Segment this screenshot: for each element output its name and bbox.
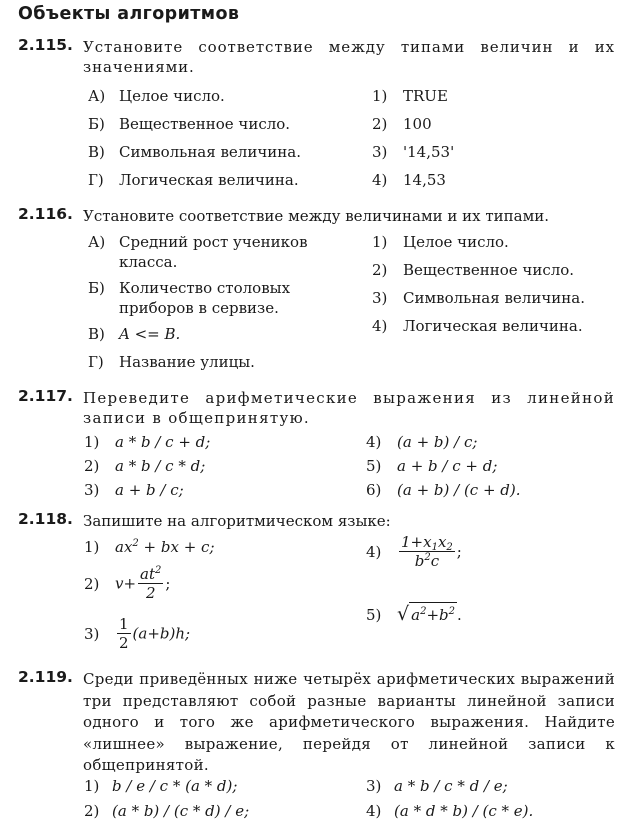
list-item: 1) b / e / c * (a * d); xyxy=(84,777,238,795)
exercise-number: 2.115. xyxy=(18,36,73,54)
formula-item: 2) v+ $\frac{at^2}{2}$ ; xyxy=(84,565,171,602)
fraction: $\frac{1+x_1x_2}{b^2c}$ xyxy=(401,533,453,570)
formula-item: 5) √ $a^2+b^2$ . xyxy=(366,603,462,625)
list-item: 3) '14,53' xyxy=(372,143,455,161)
list-item: Г) Логическая величина. xyxy=(88,171,299,189)
list-item: 1) Целое число. xyxy=(372,233,509,251)
list-item: 5) a + b / c + d; xyxy=(366,457,498,475)
list-item: 6) (a + b) / (c + d). xyxy=(366,481,521,499)
square-root: √ $a^2+b^2$ xyxy=(397,603,455,625)
exercise-number: 2.118. xyxy=(18,510,73,528)
exercise-text: Переведите арифметические выражения из линейной записи в общепринятую. xyxy=(83,389,615,427)
list-item: А) Средний рост учеников класса. xyxy=(88,233,308,271)
list-item: 1) a * b / c + d; xyxy=(84,433,211,451)
exercise-text: Установите соответствие между величинами и их типами. xyxy=(83,207,550,225)
list-item: 4) 14,53 xyxy=(372,171,446,189)
formula-item: 4) $\frac{1+x_1x_2}{b^2c}$ ; xyxy=(366,533,462,570)
list-item: Г) Название улицы. xyxy=(88,353,255,371)
exercise-text: Среди приведённых ниже четырёх арифметических выражений три представляют собой разные варианты линейной записи одного и того же арифметического выражения. Найдите «лишнее» выражение, перейдя от линейной записи к общепринятой. xyxy=(83,670,615,774)
list-item: 2) a * b / c * d; xyxy=(84,457,206,475)
list-item: 3) Символьная величина. xyxy=(372,289,585,307)
list-item: 3) a * b / c * d / e; xyxy=(366,777,508,795)
list-item: В) Символьная величина. xyxy=(88,143,301,161)
fraction: $\frac{at^2}{2}$ xyxy=(140,565,162,602)
section-heading: Объекты алгоритмов xyxy=(18,4,240,24)
list-item: 3) a + b / c; xyxy=(84,481,184,499)
formula-item: 1) $ax^2$ + bx + c; xyxy=(84,538,215,556)
exercise-number: 2.119. xyxy=(18,668,73,686)
list-item: 2) Вещественное число. xyxy=(372,261,575,279)
list-item: 4) (a * d * b) / (c * e). xyxy=(366,802,534,820)
list-item: Б) Вещественное число. xyxy=(88,115,291,133)
list-item: 2) 100 xyxy=(372,115,432,133)
exercise-number: 2.117. xyxy=(18,387,73,405)
list-item: В) A <= B. xyxy=(88,325,181,343)
exercise-number: 2.116. xyxy=(18,205,73,223)
exercise-text: Запишите на алгоритмическом языке: xyxy=(83,512,391,530)
list-item: 2) (a * b) / (c * d) / e; xyxy=(84,802,250,820)
list-item: А) Целое число. xyxy=(88,87,225,105)
list-item: Б) Количество столовых приборов в сервизе. xyxy=(88,279,291,317)
fraction: $\frac{1}{2}$ xyxy=(119,615,129,652)
formula-item: 3) $\frac{1}{2}$ (a+b)h; xyxy=(84,615,191,652)
list-item: 4) (a + b) / c; xyxy=(366,433,478,451)
list-item: 1) TRUE xyxy=(372,87,448,105)
exercise-text: Установите соответствие между типами величин и их значениями. xyxy=(83,38,615,76)
list-item: 4) Логическая величина. xyxy=(372,317,583,335)
